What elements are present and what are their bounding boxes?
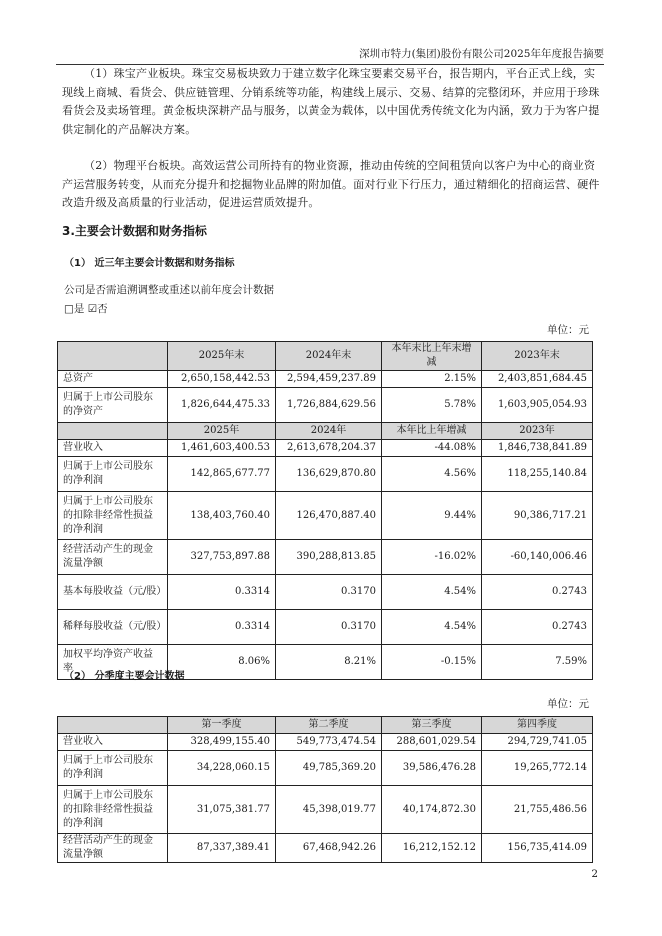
- column-header: 本年比上年增减: [382, 423, 482, 440]
- cell-value: 45,398,019.77: [276, 786, 382, 834]
- annual-financial-table: [57, 341, 593, 680]
- cell-value: 0.2743: [482, 575, 593, 610]
- cell-value: 9.44%: [382, 492, 482, 540]
- row-label: 归属于上市公司股东的扣除非经常性损益的净利润: [58, 786, 168, 834]
- cell-value: -16.02%: [382, 540, 482, 575]
- table-header-row: [58, 342, 593, 371]
- cell-value: 118,255,140.84: [482, 457, 593, 492]
- table-row: [58, 540, 593, 575]
- cell-value: 5.78%: [382, 388, 482, 423]
- column-header: 2025年末: [168, 342, 276, 371]
- cell-value: 2,594,459,237.89: [276, 371, 382, 388]
- cell-value: 0.3170: [276, 610, 382, 645]
- column-header: 第一季度: [168, 717, 276, 734]
- table-row: [58, 734, 593, 751]
- column-header: 2024年末: [276, 342, 382, 371]
- cell-value: 2,403,851,684.45: [482, 371, 593, 388]
- cell-value: 2.15%: [382, 371, 482, 388]
- table-row: [58, 457, 593, 492]
- cell-value: 1,603,905,054.93: [482, 388, 593, 423]
- page-number: 2: [591, 868, 598, 880]
- cell-value: 2,650,158,442.53: [168, 371, 276, 388]
- row-label: 营业收入: [58, 734, 168, 751]
- cell-value: 40,174,872.30: [382, 786, 482, 834]
- cell-value: 4.54%: [382, 610, 482, 645]
- cell-value: 8.06%: [168, 645, 276, 680]
- cell-value: -60,140,006.46: [482, 540, 593, 575]
- cell-value: 126,470,887.40: [276, 492, 382, 540]
- table-row: [58, 610, 593, 645]
- table-row: [58, 440, 593, 457]
- column-header: 本年末比上年末增减: [382, 342, 482, 371]
- cell-value: 67,468,942.26: [276, 834, 382, 863]
- cell-value: 21,755,486.56: [482, 786, 593, 834]
- cell-value: 8.21%: [276, 645, 382, 680]
- table-row: [58, 575, 593, 610]
- column-header: [58, 423, 168, 440]
- column-header: 2024年: [276, 423, 382, 440]
- column-header: 第二季度: [276, 717, 382, 734]
- cell-value: 39,586,476.28: [382, 751, 482, 786]
- cell-value: 34,228,060.15: [168, 751, 276, 786]
- cell-value: 7.59%: [482, 645, 593, 680]
- row-label: 归属于上市公司股东的扣除非经常性损益的净利润: [58, 492, 168, 540]
- cell-value: 0.3314: [168, 610, 276, 645]
- column-header: 第四季度: [482, 717, 593, 734]
- table-row: [58, 786, 593, 834]
- cell-value: 328,499,155.40: [168, 734, 276, 751]
- cell-value: 294,729,741.05: [482, 734, 593, 751]
- column-header: [58, 717, 168, 734]
- unit-label-annual: 单位：元: [547, 324, 589, 336]
- cell-value: 49,785,369.20: [276, 751, 382, 786]
- cell-value: 31,075,381.77: [168, 786, 276, 834]
- cell-value: -0.15%: [382, 645, 482, 680]
- column-header: 2025年: [168, 423, 276, 440]
- cell-value: 288,601,029.54: [382, 734, 482, 751]
- cell-value: 156,735,414.09: [482, 834, 593, 863]
- cell-value: 4.56%: [382, 457, 482, 492]
- cell-value: 19,265,772.14: [482, 751, 593, 786]
- subsection-title-annual: （1） 近三年主要会计数据和财务指标: [64, 258, 235, 269]
- paragraph-property: （2）物理平台板块。高效运营公司所持有的物业资源，推动由传统的空间租赁向以客户为中心的商业资产运营服务转变，从而充分提升和挖掘物业品牌的附加值。面对行业下行压力，通过精细化的招商运营、硬件改造升级及高质量的行业活动，促进运营质效提升。: [62, 159, 600, 209]
- table-row: [58, 834, 593, 863]
- cell-value: 1,846,738,841.89: [482, 440, 593, 457]
- row-label: 归属于上市公司股东的净利润: [58, 457, 168, 492]
- cell-value: 90,386,717.21: [482, 492, 593, 540]
- cell-value: 0.3314: [168, 575, 276, 610]
- cell-value: 1,826,644,475.33: [168, 388, 276, 423]
- section-title: 3.主要会计数据和财务指标: [62, 224, 207, 238]
- restatement-options: □是 ☑否: [64, 303, 108, 315]
- table-row: [58, 388, 593, 423]
- cell-value: -44.08%: [382, 440, 482, 457]
- row-label: 总资产: [58, 371, 168, 388]
- table-header-row: [58, 423, 593, 440]
- cell-value: 327,753,897.88: [168, 540, 276, 575]
- table-row: [58, 751, 593, 786]
- cell-value: 1,726,884,629.56: [276, 388, 382, 423]
- cell-value: 0.2743: [482, 610, 593, 645]
- cell-value: 87,337,389.41: [168, 834, 276, 863]
- row-label: 稀释每股收益（元/股）: [58, 610, 168, 645]
- cell-value: 4.54%: [382, 575, 482, 610]
- cell-value: 16,212,152.12: [382, 834, 482, 863]
- column-header: 第三季度: [382, 717, 482, 734]
- cell-value: 138,403,760.40: [168, 492, 276, 540]
- cell-value: 0.3170: [276, 575, 382, 610]
- column-header: 2023年: [482, 423, 593, 440]
- quarterly-financial-table: [57, 716, 593, 863]
- row-label: 加权平均净资产收益率: [58, 645, 168, 680]
- row-label: 营业收入: [58, 440, 168, 457]
- cell-value: 390,288,813.85: [276, 540, 382, 575]
- row-label: 归属于上市公司股东的净资产: [58, 388, 168, 423]
- subsection-title-quarterly: （2） 分季度主要会计数据: [64, 671, 185, 682]
- page-header: 深圳市特力(集团)股份有限公司2025年年度报告摘要: [56, 47, 604, 65]
- cell-value: 549,773,474.54: [276, 734, 382, 751]
- unit-label-quarterly: 单位：元: [547, 698, 589, 710]
- table-row: [58, 492, 593, 540]
- row-label: 经营活动产生的现金流量净额: [58, 834, 168, 863]
- row-label: 经营活动产生的现金流量净额: [58, 540, 168, 575]
- restatement-question: 公司是否需追溯调整或重述以前年度会计数据: [64, 284, 274, 296]
- row-label: 基本每股收益（元/股）: [58, 575, 168, 610]
- cell-value: 2,613,678,204.37: [276, 440, 382, 457]
- column-header: [58, 342, 168, 371]
- cell-value: 1,461,603,400.53: [168, 440, 276, 457]
- cell-value: 142,865,677.77: [168, 457, 276, 492]
- cell-value: 136,629,870.80: [276, 457, 382, 492]
- paragraph-jewelry: （1）珠宝产业板块。珠宝交易板块致力于建立数字化珠宝要素交易平台，报告期内，平台正式上线，实现线上商城、看货会、供应链管理、分销系统等功能，构建线上展示、交易、结算的完整闭环，并应用于珍珠看货会及卖场管理。黄金板块深耕产品与服务，以黄金为载体，以中国优秀传统文化为内涵，致力于为客户提供定制化的产品解决方案。: [62, 67, 600, 136]
- row-label: 归属于上市公司股东的净利润: [58, 751, 168, 786]
- table-header-row: [58, 717, 593, 734]
- table-row: [58, 371, 593, 388]
- column-header: 2023年末: [482, 342, 593, 371]
